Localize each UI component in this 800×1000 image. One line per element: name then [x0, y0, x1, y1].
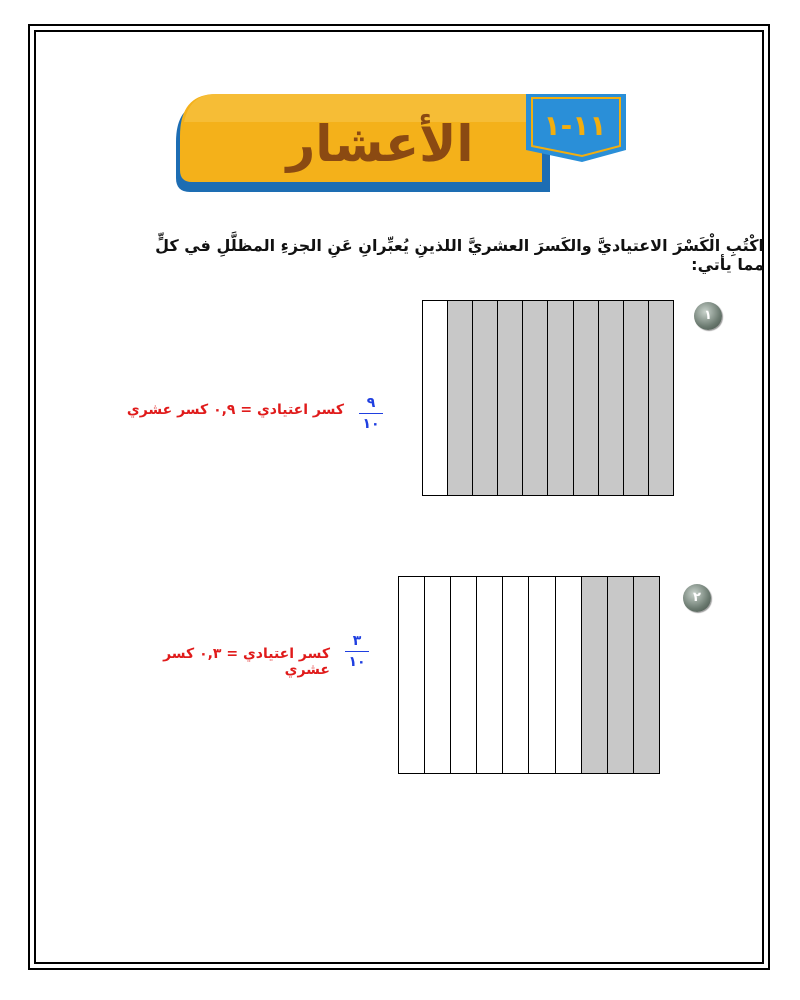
unshaded-strip: [476, 577, 502, 773]
unshaded-strip: [450, 577, 476, 773]
lesson-banner: [170, 92, 630, 194]
shaded-strip: [547, 301, 572, 495]
unshaded-strip: [555, 577, 581, 773]
shaded-strip: [573, 301, 598, 495]
answer-line-1: كسر اعتيادي = ٠,٩ كسر عشري: [126, 402, 344, 418]
unshaded-strip: [423, 301, 447, 495]
fraction-denominator: ١٠: [362, 416, 380, 432]
shaded-strip: [633, 577, 659, 773]
unshaded-strip: [502, 577, 528, 773]
shaded-strip: [598, 301, 623, 495]
problem-2-marker: ٢: [683, 584, 711, 612]
problem-2-answer: [70, 646, 330, 678]
fraction-numerator: ٣: [352, 633, 362, 649]
shaded-strip: [522, 301, 547, 495]
problem-1-grid: [422, 300, 674, 496]
problem-1-answer: [44, 402, 344, 418]
problem-1-fraction: [356, 394, 386, 433]
lesson-number: ١١-١: [543, 109, 607, 142]
answer-line-1: كسر اعتيادي = ٠,٣ كسر: [163, 646, 330, 662]
unshaded-strip: [528, 577, 554, 773]
fraction-denominator: ١٠: [348, 654, 366, 670]
shaded-strip: [497, 301, 522, 495]
shaded-strip: [472, 301, 497, 495]
shaded-strip: [623, 301, 648, 495]
unshaded-strip: [424, 577, 450, 773]
problem-2-grid: [398, 576, 660, 774]
fraction-bar: [345, 651, 369, 652]
problem-2-fraction: [342, 632, 372, 671]
problem-1-marker: ١: [694, 302, 722, 330]
lesson-title: الأعشار: [286, 115, 474, 173]
shaded-strip: [447, 301, 472, 495]
fraction-numerator: ٩: [366, 395, 376, 411]
unshaded-strip: [399, 577, 424, 773]
fraction-bar: [359, 413, 383, 414]
shaded-strip: [607, 577, 633, 773]
shaded-strip: [581, 577, 607, 773]
answer-line-2: عشري: [284, 662, 330, 678]
instruction-text: اكْتُبِ الْكَسْرَ الاعتياديَّ والكَسرَ العشريَّ اللذينِ يُعبِّرانِ عَنِ الجزءِ المظلَّلِ في كلٍّ مما يأتي:: [155, 236, 764, 274]
shaded-strip: [648, 301, 673, 495]
